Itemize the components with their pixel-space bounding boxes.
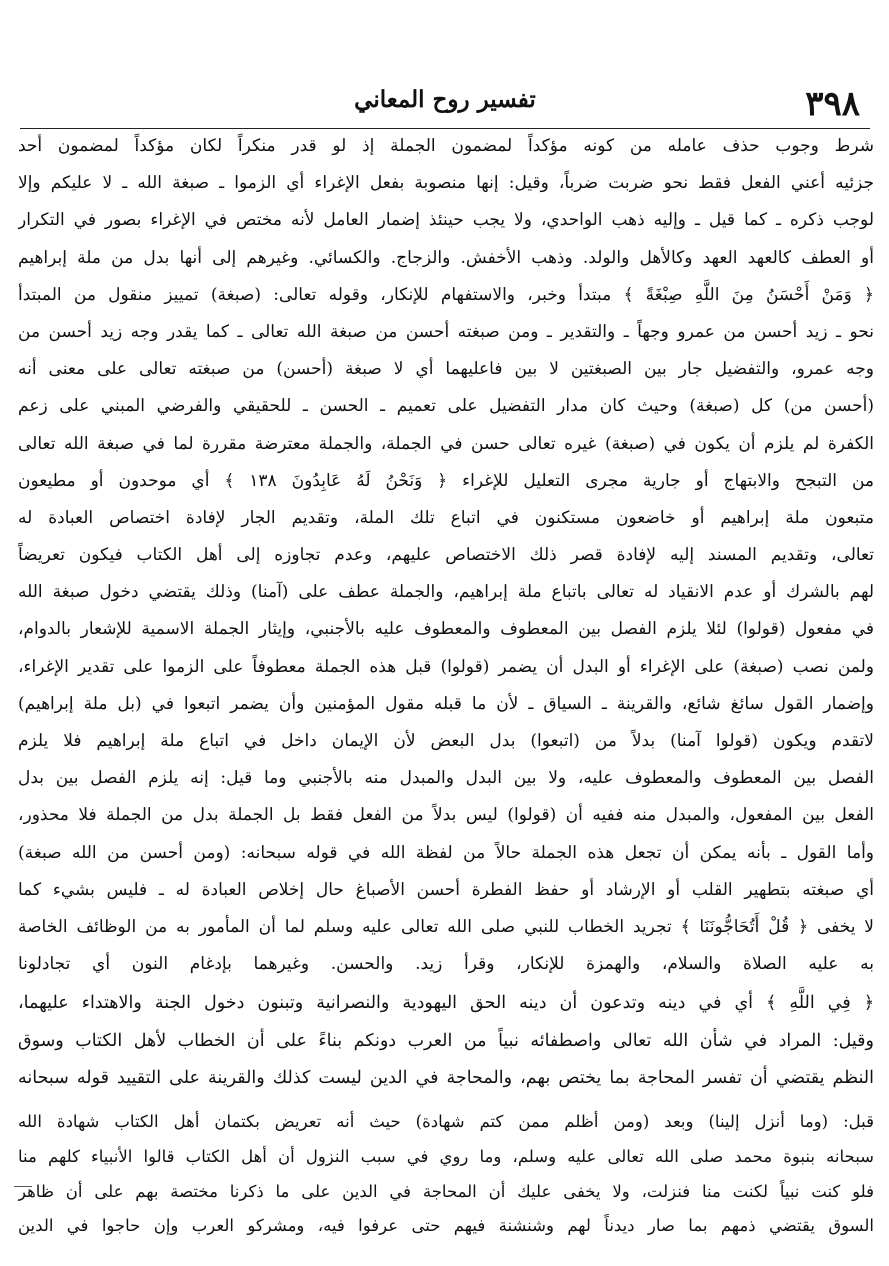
text-line: تعالى، وتقديم المسند إليه لإفادة قصر ذلك الاختصاص عليهم، وعدم تجاوزه إلى أهل الكتاب فيكون تعريضاً: [18, 545, 874, 566]
text-line: لا يخفى ﴿ قُلْ أَتُحَاجُّونَنَا ﴾ تجريد الخطاب للنبي صلى الله تعالى عليه وسلم لما أن المأمور به من الوظائف الخاصة: [18, 916, 874, 937]
text-line: الكفرة لم يلزم أن يكون في (صبغة) غيره تعالى حسن في الجملة، والجملة معترضة مقررة لما في صبغة الله تعالى: [18, 433, 874, 454]
text-line: السوق يقتضي ذمهم بما صار ديدناً لهم وشنشنة فيهم حتى عرفوا فيه، ومشركو العرب وإن حاجوا في الدين: [18, 1216, 874, 1236]
text-line: ﴿ فِي اللَّهِ ﴾ أي في دينه وتدعون أن دينه الحق اليهودية والنصرانية وتبنون دخول الجنة والاهتداء عليهما،: [18, 993, 874, 1014]
text-line: متبعون ملة إبراهيم أو خاضعون مستكنون في اتباع تلك الملة، وتقديم الجار لإفادة اختصاص العبادة له: [18, 507, 874, 528]
page-number: ٣٩٨: [805, 84, 860, 124]
text-line: لاتقدم ويكون (قولوا آمنا) بدلاً من (اتبعوا) بدل البعض لأن الإيمان داخل في اتباع ملة إبراهيم فلا يلزم: [18, 731, 874, 751]
text-line: سبحانه بنبوة محمد صلى الله تعالى عليه وسلم، وما روي في سبب النزول أن أهل الكتاب قالوا الأنبياء كلهم منا: [18, 1147, 874, 1167]
text-line: من التبجح والابتهاج أو جارية مجرى التعليل للإغراء ﴿ وَنَحْنُ لَهُ عَابِدُونَ ١٣٨ ﴾ أي موحدون أو مطيعون: [18, 470, 874, 491]
text-line: الفعل بين المفعول، والمبدل منه ففيه أن (قولوا) ليس بدلاً من الفعل فقط بل الجملة بدل من الجملة فلا محذور،: [18, 805, 874, 826]
body-text: [18, 128, 874, 1244]
text-line: ولمن نصب (صبغة) على الإغراء أو البدل أن يضمر (قولوا) قبل هذه الجملة معطوفاً على الزموا على تقدير الإغراء،: [18, 656, 874, 677]
text-line: جزئيه أعني الفعل فقط نحو ضربت ضرباً، وقيل: إنها منصوبة بفعل الإغراء أي الزموا ـ صبغة الله ـ لا عليكم وإلا: [18, 173, 874, 194]
text-line: وقيل: المراد في شأن الله تعالى واصطفائه نبياً من العرب دونكم بناءً على أن الخطاب لأهل الكتاب وسوق: [18, 1030, 874, 1051]
text-line: أي صبغته بتطهير القلب أو الإرشاد أو حفظ الفطرة أحسن الأصباغ حال إخلاص العبادة له ـ فليس بشيء كما: [18, 879, 874, 900]
text-line: قبل: (وما أنزل إلينا) وبعد (ومن أظلم ممن كتم شهادة) حيث أنه تعريض بكتمان أهل الكتاب شهادة الله: [18, 1112, 874, 1132]
paragraph-block: [18, 128, 874, 983]
text-line: شرط وجوب حذف عامله من كونه مؤكداً لمضمون الجملة إذ لو قدر منكراً لكان مؤكداً لمضمون أحد: [18, 136, 874, 156]
text-line: النظم يقتضي أن تفسر المحاجة بما يختص بهم، والمحاجة في الدين ليست كذلك والقرينة على التقييد قوله سبحانه: [18, 1068, 874, 1089]
text-line: ﴿ وَمَنْ أَحْسَنُ مِنَ اللَّهِ صِبْغَةً ﴾ مبتدأ وخبر، والاستفهام للإنكار، وقوله تعالى: (صبغة) تمييز منقول من المبتدأ: [18, 284, 874, 305]
page-header: [20, 78, 870, 128]
text-line: الفصل بين المعطوف والمعطوف عليه، ولا بين البدل والمبدل منه بالأجنبي وما قيل: إنه يلزم الفصل بين بدل: [18, 768, 874, 789]
text-line: في مفعول (قولوا) لئلا يلزم الفصل بين المعطوف والمعطوف عليه بالأجنبي، وإيثار الجملة الاسمية للإشعار بالدوام،: [18, 619, 874, 640]
paragraph-block: [18, 1105, 874, 1243]
text-line: لوجب ذكره ـ كما قيل ـ وإليه ذهب الواحدي، ولا يجب حينئذ إضمار العامل لأنه مختص في الإغراء بصور في التكرار: [18, 210, 874, 231]
text-line: أو العطف كالعهد العهد وكالأهل والولد. وذهب الأخفش. والزجاج. والكسائي. وغيرهم إلى أنها بدل من ملة إبراهيم: [18, 247, 874, 268]
paragraph-block: [18, 985, 874, 1097]
text-line: وجه عمرو، والتفضيل جار بين الصبغتين لا بين فاعليهما أي لا صبغة (أحسن) من صبغته تعالى على معنى أنه: [18, 359, 874, 380]
text-line: نحو ـ زيد أحسن من عمرو وجهاً ـ والتقدير ـ ومن صبغته أحسن من صبغة الله تعالى ـ كما يقدر وجه زيد أحسن من: [18, 321, 874, 342]
running-title: تفسير روح المعاني: [354, 86, 536, 113]
text-line: لهم بالشرك أو عدم الانقياد له تعالى باتباع ملة إبراهيم، والجملة عطف على (آمنا) وذلك يقتضي دخول صبغة الله: [18, 582, 874, 603]
text-line: وأما القول ـ بأنه يمكن أن تجعل هذه الجملة حالاً من لفظة الله في قوله سبحانه: (ومن أحسن من الله صبغة): [18, 842, 874, 863]
text-line: وإضمار القول سائغ شائع، والقرينة ـ السياق ـ لأن ما قبله مقول المؤمنين وأن يضمر اتبعوا في (بل ملة إبراهيم): [18, 693, 874, 714]
text-line: فلو كنت نبياً لكنت منا فنزلت، ولا يخفى عليك أن المحاجة في الدين على ما ذكرنا مختصة بهم على أن ظاهر: [18, 1181, 874, 1201]
text-line: (أحسن من) كل (صبغة) وحيث كان مدار التفضيل على تعميم ـ الحسن ـ للحقيقي والفرضي المبني على زعم: [18, 396, 874, 417]
text-line: به عليه الصلاة والسلام، والهمزة للإنكار، وقرأ زيد. والحسن. وغيرهما بإدغام النون أي تجادلونا: [18, 954, 874, 975]
